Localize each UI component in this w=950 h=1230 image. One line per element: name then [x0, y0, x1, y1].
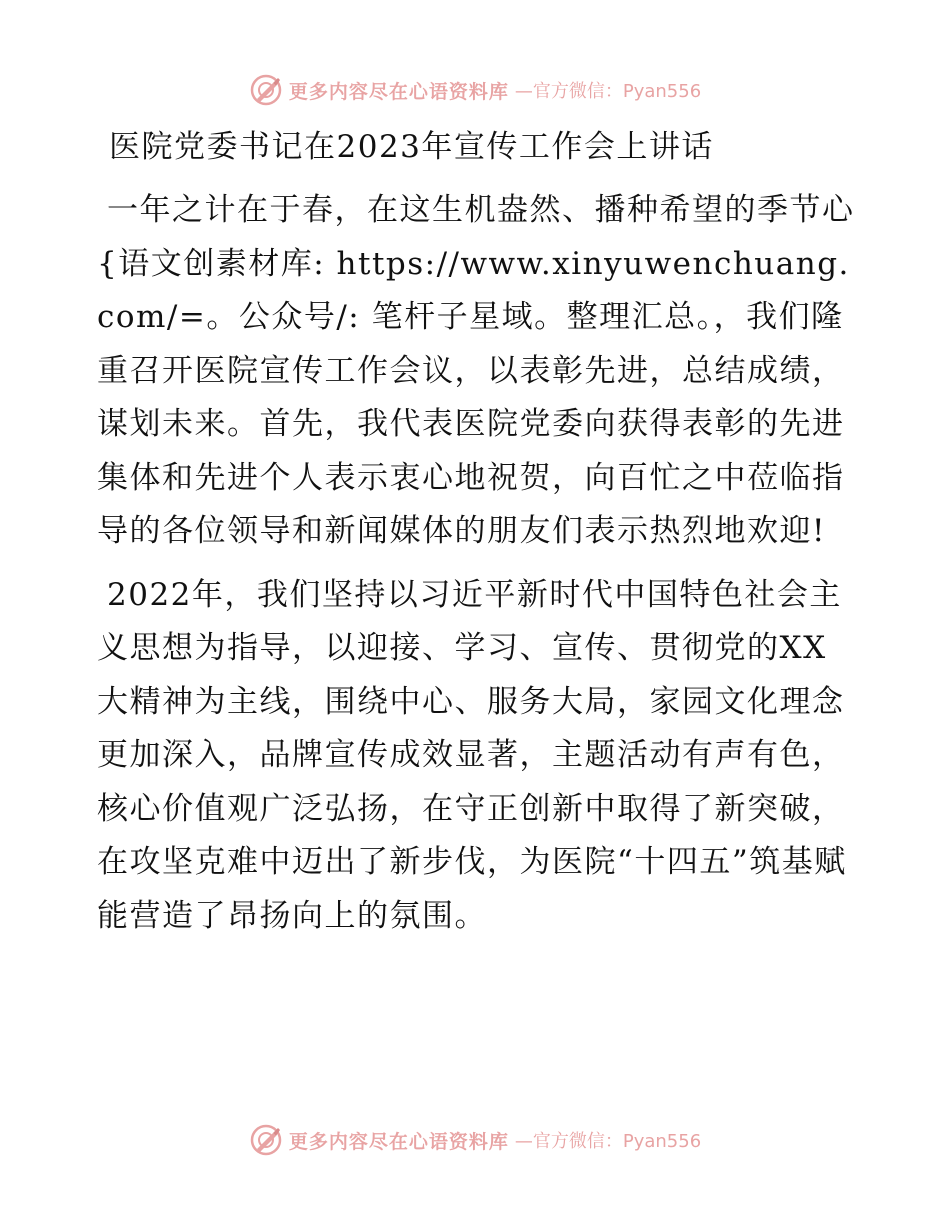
watermark-wechat-text: —官方微信：Pyan556	[514, 1131, 702, 1152]
document-body	[97, 122, 857, 953]
watermark-main-text: 更多内容尽在心语资料库	[288, 80, 509, 103]
paragraph-2: 2022年，我们坚持以习近平新时代中国特色社会主义思想为指导，以迎接、学习、宣传、贯彻党的XX大精神为主线，围绕中心、服务大局，家园文化理念更加深入，品牌宣传成效显著，主题活动有声有色，核心价值观广泛弘扬，在守正创新中取得了新突破，在攻坚克难中迈出了新步伐，为医院“十四五”筑基赋能营造了昂扬向上的氛围。	[97, 576, 847, 934]
watermark-main-text: 更多内容尽在心语资料库	[288, 1130, 509, 1153]
document-title: 医院党委书记在2023年宣传工作会上讲话	[109, 129, 714, 165]
footer-watermark	[0, 1120, 950, 1160]
paragraph-1: 一年之计在于春，在这生机盎然、播种希望的季节心{语文创素材库: https://www.xinyuwenchuang.com/=。公众号/: 笔杆子星域。整理汇总。，我们隆重召开医院宣传工作会议，以表彰先进，总结成绩，谋划未来。首先，我代表医院党委向获得表彰的先进集体和先进个人表示衷心地祝贺，向百忙之中莅临指导的各位领导和新闻媒体的朋友们表示热烈地欢迎!	[97, 192, 855, 549]
header-watermark	[0, 70, 950, 110]
watermark-wechat-text: —官方微信：Pyan556	[514, 81, 702, 102]
seal-logo-icon	[249, 73, 283, 107]
seal-logo-icon	[249, 1123, 283, 1157]
